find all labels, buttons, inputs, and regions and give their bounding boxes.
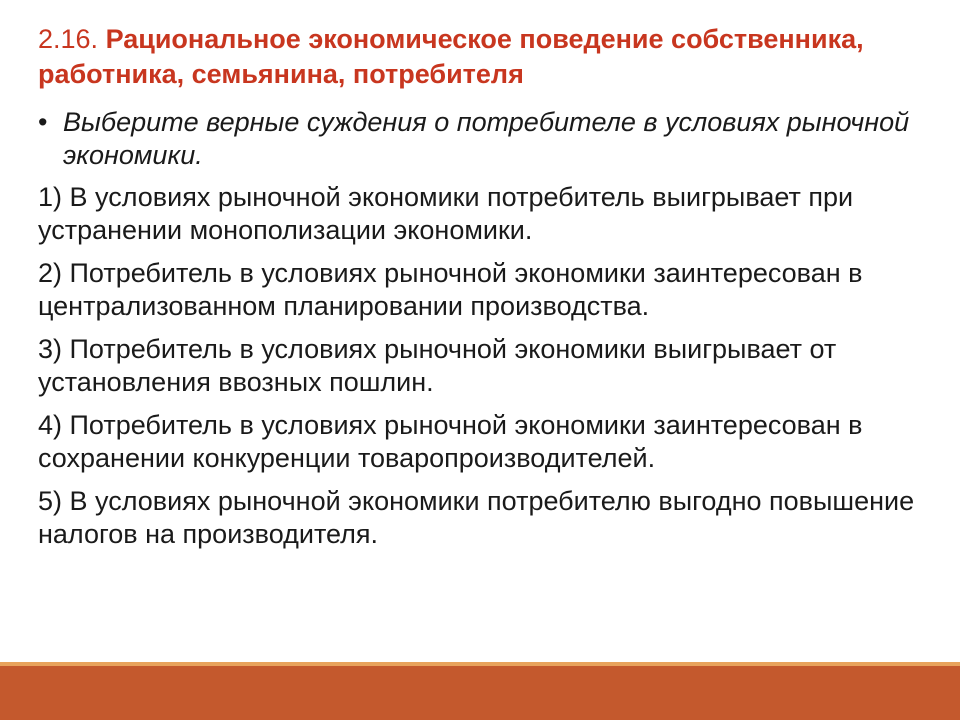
answer-option-5: 5) В условиях рыночной экономики потребителю выгодно повышение налогов на производителя. (38, 486, 915, 549)
footer-bar (0, 666, 960, 720)
question-text: Выберите верные суждения о потребителе в условиях рыночной экономики. (63, 107, 910, 170)
slide-title (38, 22, 918, 92)
question-bullet (38, 106, 938, 171)
answer-option-3: 3) Потребитель в условиях рыночной экономики выигрывает от установления ввозных пошлин. (38, 334, 837, 397)
title-number: 2.16. (38, 24, 106, 54)
bullet-icon: • (38, 107, 48, 137)
answer-option-1: 1) В условиях рыночной экономики потребитель выигрывает при устранении монополизации экономики. (38, 182, 854, 245)
title-text: Рациональное экономическое поведение собственника, работника, семьянина, потребителя (38, 24, 864, 89)
answer-option-2: 2) Потребитель в условиях рыночной экономики заинтересован в централизованном планировании производства. (38, 258, 863, 321)
answer-option-4: 4) Потребитель в условиях рыночной экономики заинтересован в сохранении конкуренции товаропроизводителей. (38, 410, 863, 473)
slide-content (38, 106, 938, 561)
